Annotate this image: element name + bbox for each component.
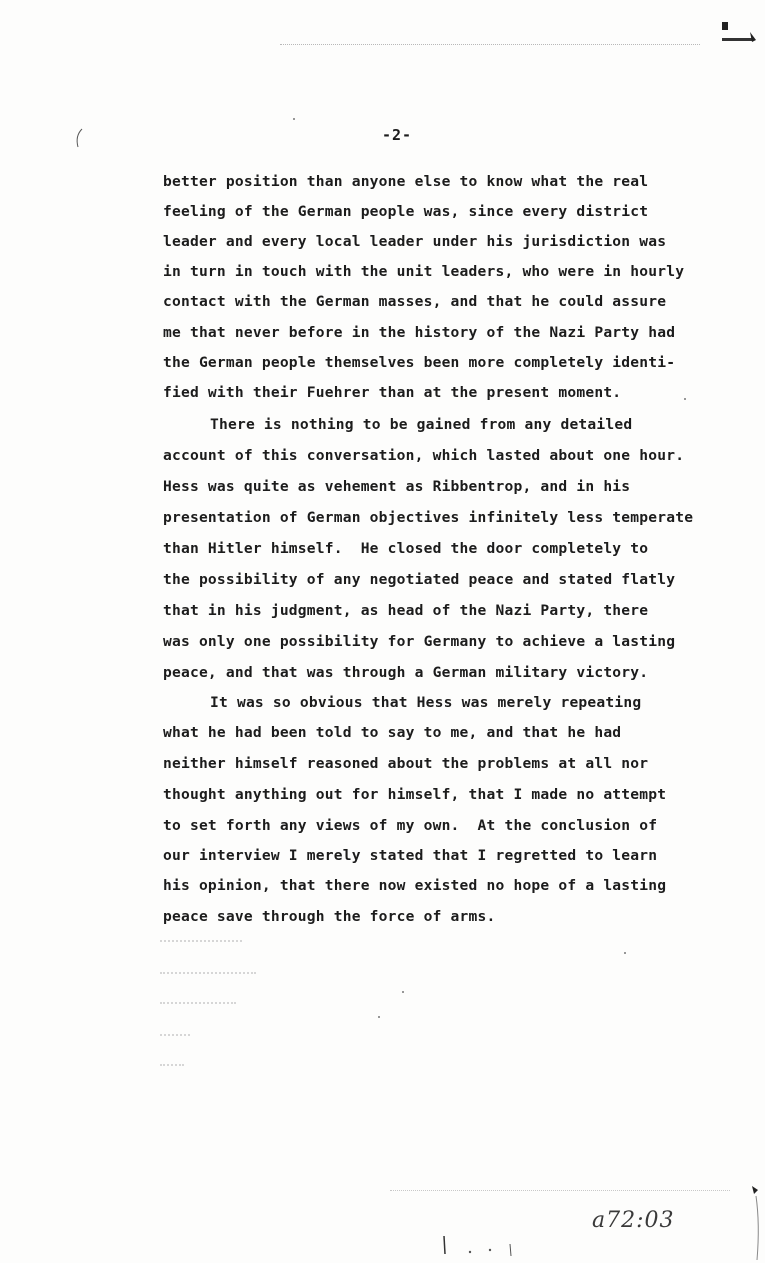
text-line: fied with their Fuehrer than at the present moment. xyxy=(163,384,622,401)
text-line: Hess was quite as vehement as Ribbentrop, and in his xyxy=(163,478,631,495)
text-line: me that never before in the history of the Nazi Party had xyxy=(163,324,676,341)
text-line: the German people themselves been more completely identi- xyxy=(163,354,676,371)
text-line: neither himself reasoned about the problems at all nor xyxy=(163,755,649,772)
paragraph-first-line: There is nothing to be gained from any detailed xyxy=(210,416,633,433)
faded-bleedthrough-text xyxy=(160,930,280,1070)
text-line: better position than anyone else to know what the real xyxy=(163,173,649,190)
faded-line xyxy=(160,1064,184,1070)
faded-line xyxy=(160,1002,236,1008)
page-number: -2- xyxy=(382,126,413,144)
faded-line xyxy=(160,940,242,946)
text-line: our interview I merely stated that I regretted to learn xyxy=(163,847,658,864)
bottom-ink-marks xyxy=(440,1234,530,1258)
faded-line xyxy=(160,972,256,978)
paragraph-first-line: It was so obvious that Hess was merely repeating xyxy=(210,694,642,711)
text-line: was only one possibility for Germany to achieve a lasting xyxy=(163,633,676,650)
text-line: to set forth any views of my own. At the conclusion of xyxy=(163,817,658,834)
text-line: what he had been told to say to me, and that he had xyxy=(163,724,622,741)
text-line: contact with the German masses, and that he could assure xyxy=(163,293,667,310)
text-line: peace, and that was through a German military victory. xyxy=(163,664,649,681)
paper-speck xyxy=(684,398,686,400)
text-line: feeling of the German people was, since every district xyxy=(163,203,649,220)
text-line: leader and every local leader under his jurisdiction was xyxy=(163,233,667,250)
header-rule xyxy=(280,44,700,46)
margin-mark xyxy=(74,128,84,148)
text-line: that in his judgment, as head of the Nazi Party, there xyxy=(163,602,649,619)
text-line: than Hitler himself. He closed the door completely to xyxy=(163,540,649,557)
corner-tab-mark xyxy=(720,20,760,50)
text-line: presentation of German objectives infinitely less temperate xyxy=(163,509,694,526)
text-line: in turn in touch with the unit leaders, who were in hourly xyxy=(163,263,685,280)
footer-rule xyxy=(390,1190,730,1192)
text-line: thought anything out for himself, that I made no attempt xyxy=(163,786,667,803)
handwritten-archive-number: a72:03 xyxy=(592,1208,675,1233)
text-line: the possibility of any negotiated peace and stated flatly xyxy=(163,571,676,588)
text-line: account of this conversation, which lasted about one hour. xyxy=(163,447,685,464)
text-line: peace save through the force of arms. xyxy=(163,908,496,925)
faded-line xyxy=(160,1034,190,1040)
corner-edge-mark xyxy=(740,1184,764,1264)
paper-speck xyxy=(293,118,295,120)
paper-speck xyxy=(378,1016,380,1018)
paper-speck xyxy=(402,991,404,993)
paper-speck xyxy=(624,952,626,954)
text-line: his opinion, that there now existed no hope of a lasting xyxy=(163,877,667,894)
